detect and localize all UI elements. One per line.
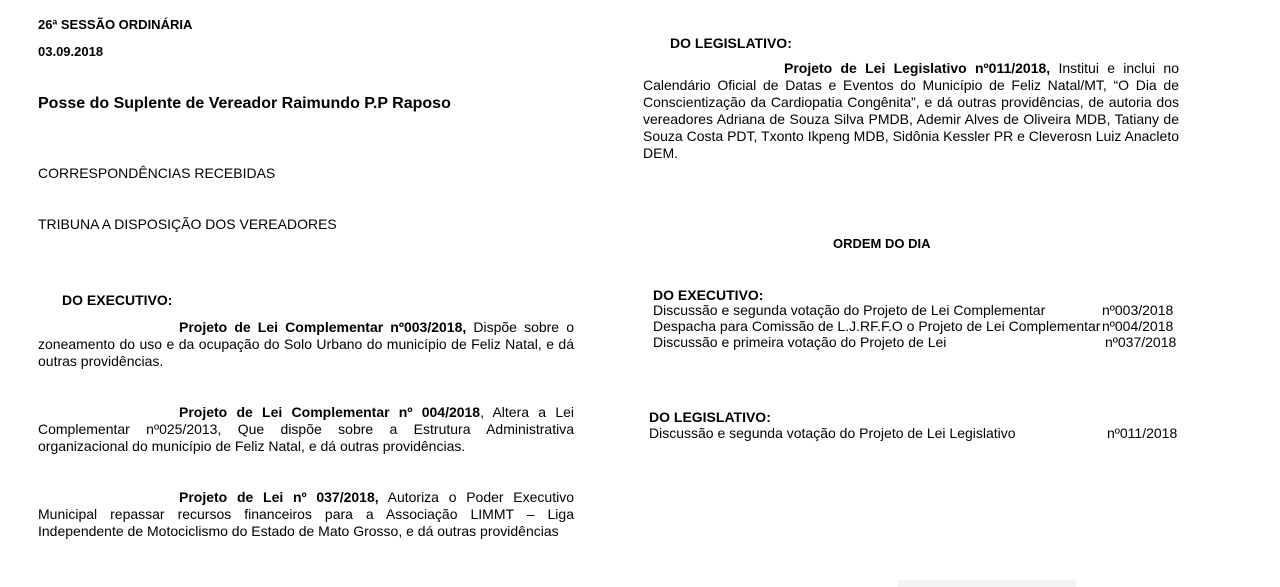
executive-item-2-title: Projeto de Lei Complementar nº 004/2018	[179, 404, 481, 420]
executive-heading: DO EXECUTIVO:	[62, 292, 173, 308]
session-date: 03.09.2018	[38, 44, 104, 59]
executive-item-1-title: Projeto de Lei Complementar nº003/2018,	[179, 319, 467, 335]
order-executive-row-3-number: nº037/2018	[1105, 334, 1177, 350]
order-executive-row-1: Discussão e segunda votação do Projeto de Lei Complementar	[653, 302, 1046, 318]
order-legislative-row-1-number: nº011/2018	[1107, 425, 1178, 441]
order-executive-row-3: Discussão e primeira votação do Projeto de Lei	[653, 334, 947, 350]
order-executive-row-2: Despacha para Comissão de L.J.RF.F.O o Projeto de Lei Complementar	[653, 318, 1101, 334]
executive-item-1	[38, 319, 574, 370]
executive-item-3-title: Projeto de Lei nº 037/2018,	[179, 489, 379, 505]
executive-item-2	[38, 404, 574, 455]
page-heading: Posse do Suplente de Vereador Raimundo P.P Raposo	[38, 95, 451, 112]
page-edge-shade	[898, 580, 1076, 587]
executive-item-3	[38, 489, 574, 540]
legislative-item-title: Projeto de Lei Legislativo nº011/2018,	[784, 60, 1051, 76]
session-title: 26ª SESSÃO ORDINÁRIA	[38, 17, 193, 32]
order-executive-row-1-number: nº003/2018	[1102, 302, 1174, 318]
correspondence-heading: CORRESPONDÊNCIAS RECEBIDAS	[38, 165, 276, 181]
order-of-day-heading: ORDEM DO DIA	[833, 236, 931, 251]
order-executive-row-2-number: nº004/2018	[1102, 318, 1174, 334]
order-executive-heading: DO EXECUTIVO:	[653, 287, 764, 303]
executive-item-2-text: , Altera a Lei Complementar nº025/2013, Que dispõe sobre a Estrutura Administrativa organizacional do município de Feliz Natal, e dá outras providências.	[38, 404, 575, 454]
executive-item-3-text: Autoriza o Poder Executivo Municipal repassar recursos financeiros para a Associação LIMMT – Liga Independente de Motociclismo do Estado de Mato Grosso, e dá outras providências	[38, 489, 574, 539]
legislative-heading: DO LEGISLATIVO:	[670, 35, 792, 51]
order-legislative-heading: DO LEGISLATIVO:	[649, 409, 771, 425]
legislative-item	[643, 60, 1179, 162]
legislative-item-text: Institui e inclui no Calendário Oficial de Datas e Eventos do Município de Feliz Natal/MT, “O Dia de Conscientização da Cardiopatia Congênita”, e dá outras providências, de autoria dos vereadores Adriana de Souza Silva PMDB, Ademir Alves de Oliveira MDB, Tatiany de Souza Costa PDT, Txonto Ikpeng MDB, Sidônia Kessler PR e Cleverosn Luiz Anacleto DEM.	[643, 60, 1179, 161]
tribune-heading: TRIBUNA A DISPOSIÇÃO DOS VEREADORES	[38, 216, 337, 232]
executive-item-1-text: Dispõe sobre o zoneamento do uso e da ocupação do Solo Urbano do município de Feliz Natal, e dá outras providências.	[38, 319, 574, 369]
order-legislative-row-1: Discussão e segunda votação do Projeto de Lei Legislativo	[649, 425, 1016, 441]
